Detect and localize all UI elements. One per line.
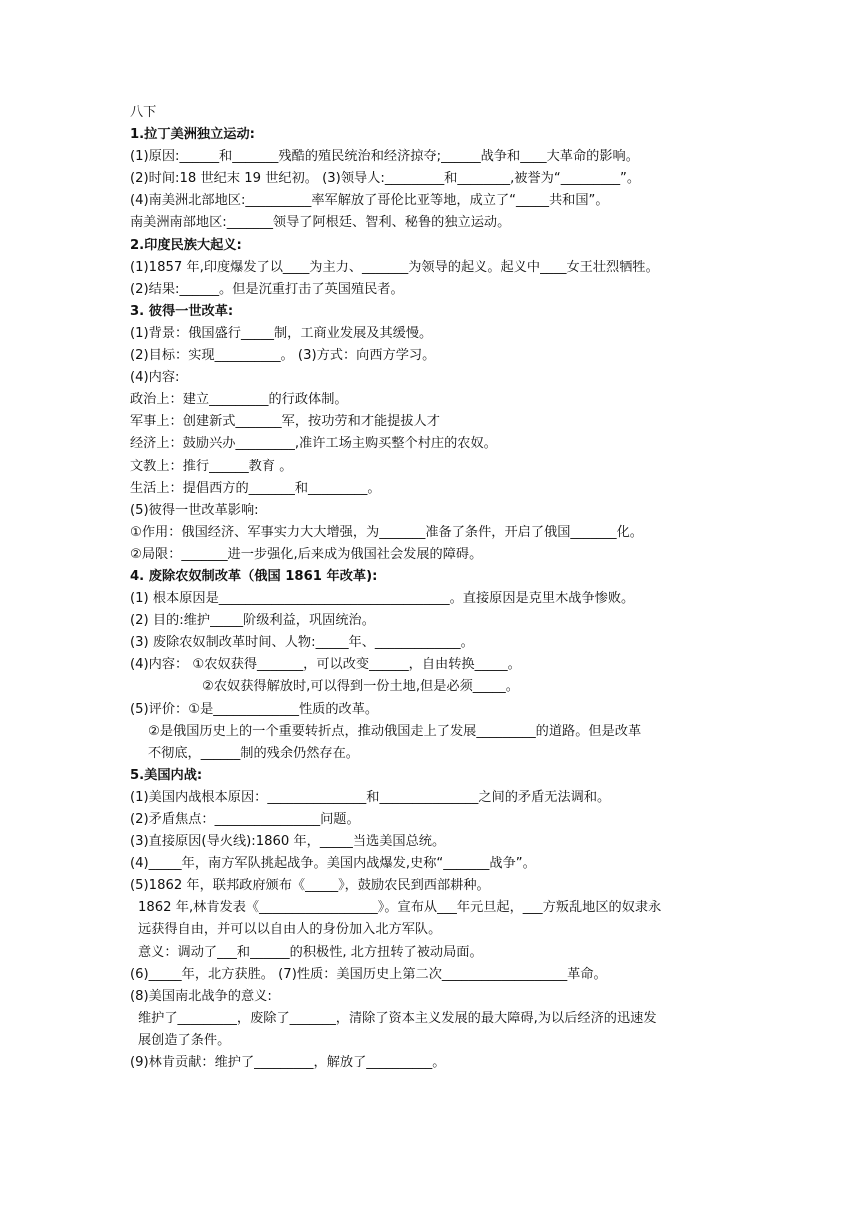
text-line: (6)_____年，北方获胜。 (7)性质：美国历史上第二次___________________革命。 — [130, 966, 607, 982]
text-line: (1) 根本原因是___________________________________。直接原因是克里木战争惨败。 — [130, 591, 635, 607]
text-line: (1)美国内战根本原因：_______________和_______________之间的矛盾无法调和。 — [130, 789, 611, 805]
text-line: (9)林肯贡献：维护了_________，解放了__________。 — [130, 1055, 446, 1071]
text-line: (2)时间:18 世纪末 19 世纪初。 (3)领导人:_________和________,被誉为“_________”。 — [130, 171, 641, 187]
text-line: 1862 年,林肯发表《__________________》。宣布从___年元旦起，___方叛乱地区的奴隶永 — [138, 900, 662, 916]
section-heading: 5.美国内战: — [130, 767, 203, 783]
text-line: (2) 目的:维护_____阶级利益，巩固统治。 — [130, 613, 375, 629]
text-line: (4)内容: — [130, 370, 180, 386]
text-line: (1)背景：俄国盛行_____制，工商业发展及其缓慢。 — [130, 325, 433, 341]
text-line: (1)1857 年,印度爆发了以____为主力、_______为领导的起义。起义中____女王壮烈牺牲。 — [130, 259, 659, 275]
text-line: 经济上：鼓励兴办_________,准许工场主购买整个村庄的农奴。 — [130, 436, 497, 452]
text-line: (3)直接原因(导火线):1860 年，_____当选美国总统。 — [130, 834, 446, 850]
text-line: 不彻底，______制的残余仍然存在。 — [148, 745, 359, 761]
text-line: (4)内容： ①农奴获得_______，可以改变______，自由转换_____。 — [130, 657, 521, 673]
text-line: 展创造了条件。 — [138, 1032, 231, 1048]
text-line: (8)美国南北战争的意义: — [130, 988, 272, 1004]
text-line: 意义：调动了___和______的积极性, 北方扭转了被动局面。 — [138, 944, 483, 960]
text-line: (4)_____年，南方军队挑起战争。美国内战爆发,史称“_______战争”。 — [130, 856, 536, 872]
text-line: ①作用：俄国经济、军事实力大大增强，为_______准备了条件，开启了俄国_______化。 — [130, 524, 643, 540]
text-line: 维护了_________，废除了_______，清除了资本主义发展的最大障碍,为以后经济的迅速发 — [138, 1010, 657, 1026]
text-line: (2)目标：实现__________。 (3)方式：向西方学习。 — [130, 348, 436, 364]
text-line: 生活上：提倡西方的_______和_________。 — [130, 480, 381, 496]
text-line: 八下 — [130, 105, 157, 120]
section-heading: 3. 彼得一世改革: — [130, 303, 234, 319]
text-line: ②局限：_______进一步强化,后来成为俄国社会发展的障碍。 — [130, 546, 483, 562]
section-heading: 1.拉丁美洲独立运动: — [130, 127, 255, 143]
text-line: (4)南美洲北部地区:__________率军解放了哥伦比亚等地，成立了“_____共和国”。 — [130, 193, 609, 209]
text-line: (5)1862 年，联邦政府颁布《_____》，鼓励农民到西部耕种。 — [130, 878, 490, 894]
text-line: 文教上：推行______教育 。 — [130, 458, 293, 474]
text-line: (5)评价：①是_____________性质的改革。 — [130, 701, 379, 717]
text-line: ②是俄国历史上的一个重要转折点，推动俄国走上了发展_________的道路。但是改革 — [148, 723, 642, 739]
text-line: 远获得自由，并可以以自由人的身份加入北方军队。 — [138, 922, 442, 938]
text-line: 南美洲南部地区:_______领导了阿根廷、智利、秘鲁的独立运动。 — [130, 215, 511, 231]
text-line: ②农奴获得解放时,可以得到一份土地,但是必须_____。 — [202, 679, 519, 695]
text-line: 军事上：创建新式_______军，按功劳和才能提拔人才 — [130, 414, 440, 430]
text-line: (1)原因:______和_______残酷的殖民统治和经济掠夺;______战争和____大革命的影响。 — [130, 149, 639, 165]
section-heading: 2.印度民族大起义: — [130, 237, 242, 253]
text-line: 政治上：建立_________的行政体制。 — [130, 392, 348, 408]
text-line: (2)结果:______。但是沉重打击了英国殖民者。 — [130, 281, 404, 297]
text-line: (2)矛盾焦点：________________问题。 — [130, 812, 360, 827]
text-line: (5)彼得一世改革影响: — [130, 502, 259, 518]
text-line: (3) 废除农奴制改革时间、人物:_____年、_____________。 — [130, 635, 474, 651]
worksheet-page — [130, 102, 750, 1074]
section-heading: 4. 废除农奴制改革（俄国 1861 年改革): — [130, 568, 378, 584]
